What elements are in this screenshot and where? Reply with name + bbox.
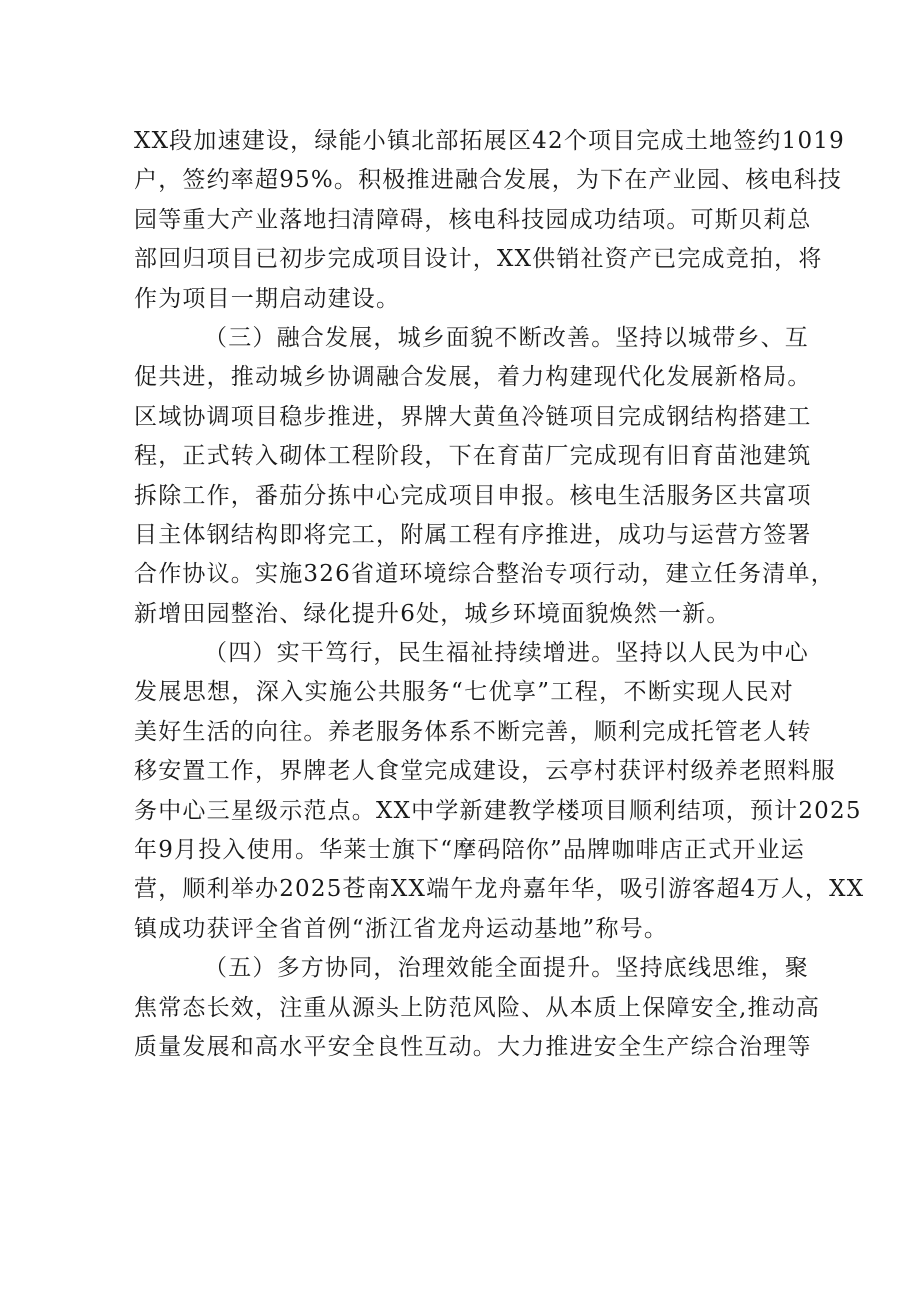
body-line: 程，正式转入砌体工程阶段，下在育苗厂完成现有旧育苗池建筑 (134, 443, 812, 470)
body-line: 营，顺利举办2025苍南XX端午龙舟嘉年华，吸引游客超4万人，XX (134, 876, 865, 903)
document-body (134, 122, 865, 1067)
body-line: 发展思想，深入实施公共服务“七优享”工程，不断实现人民对 (134, 679, 794, 706)
body-line: 年9月投入使用。华莱士旗下“摩码陪你”品牌咖啡店正式开业运 (134, 837, 805, 864)
section-heading-line: （四）实干笃行，民生福祉持续增进。坚持以人民为中心 (204, 640, 809, 667)
body-line: 园等重大产业落地扫清障碍，核电科技园成功结项。可斯贝莉总 (134, 206, 812, 233)
body-line: 区域协调项目稳步推进，界牌大黄鱼冷链项目完成钢结构搭建工 (134, 403, 812, 430)
section-heading-line: （三）融合发展，城乡面貌不断改善。坚持以城带乡、互 (204, 324, 809, 351)
body-line: 新增田园整治、绿化提升6处，城乡环境面貌焕然一新。 (134, 600, 731, 627)
body-line: 美好生活的向往。养老服务体系不断完善，顺利完成托管老人转 (134, 718, 812, 745)
body-line: 户，签约率超95%。积极推进融合发展，为下在产业园、核电科技 (134, 167, 843, 194)
body-line: 合作协议。实施326省道环境综合整治专项行动，建立任务清单， (134, 561, 835, 588)
body-line: 促共进，推动城乡协调融合发展，着力构建现代化发展新格局。 (134, 364, 812, 391)
body-line: 焦常态长效，注重从源头上防范风险、从本质上保障安全,推动高 (134, 994, 821, 1021)
section-heading-line: （五）多方协同，治理效能全面提升。坚持底线思维，聚 (204, 955, 809, 982)
body-line: 镇成功获评全省首例“浙江省龙舟运动基地”称号。 (134, 915, 669, 942)
body-line: 作为项目一期启动建设。 (134, 285, 401, 312)
body-line: 移安置工作，界牌老人食堂完成建设，云亭村获评村级养老照料服 (134, 758, 836, 785)
body-line: 部回归项目已初步完成项目设计，XX供销社资产已完成竞拍，将 (134, 246, 823, 273)
body-line: XX段加速建设，绿能小镇北部拓展区42个项目完成土地签约1019 (134, 128, 845, 154)
body-line: 拆除工作，番茄分拣中心完成项目申报。核电生活服务区共富项 (134, 482, 812, 509)
body-line: 质量发展和高水平安全良性互动。大力推进安全生产综合治理等 (134, 1033, 812, 1060)
body-line: 务中心三星级示范点。XX中学新建教学楼项目顺利结项，预计2025 (134, 797, 862, 824)
body-line: 目主体钢结构即将完工，附属工程有序推进，成功与运营方签署 (134, 521, 812, 548)
